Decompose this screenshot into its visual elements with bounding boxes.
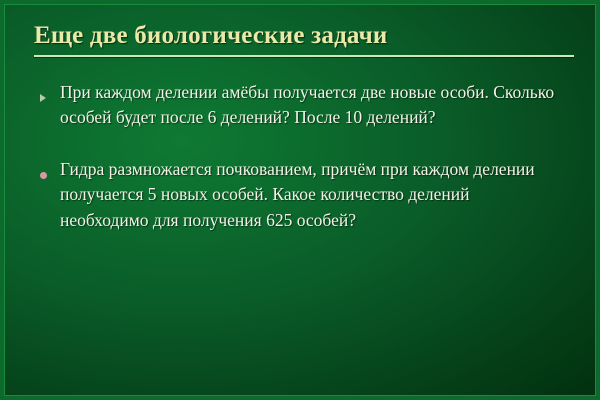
arrow-bullet-icon	[40, 80, 60, 107]
slide-title-block	[34, 22, 566, 57]
title-divider	[34, 55, 574, 57]
page-title: Еще две биологические задачи	[34, 22, 388, 49]
list-item-text: При каждом делении амёбы получается две новые особи. Сколько особей будет после 6 делений? После 10 делений?	[60, 82, 555, 128]
round-bullet-icon	[40, 157, 60, 184]
list-item-text: Гидра размножается почкованием, причём при каждом делении получается 5 новых особей. Какое количество делений необходимо для получения 625 особей?	[60, 158, 535, 230]
list-item	[40, 157, 566, 233]
list-item	[40, 80, 566, 131]
slide-body	[40, 80, 566, 259]
